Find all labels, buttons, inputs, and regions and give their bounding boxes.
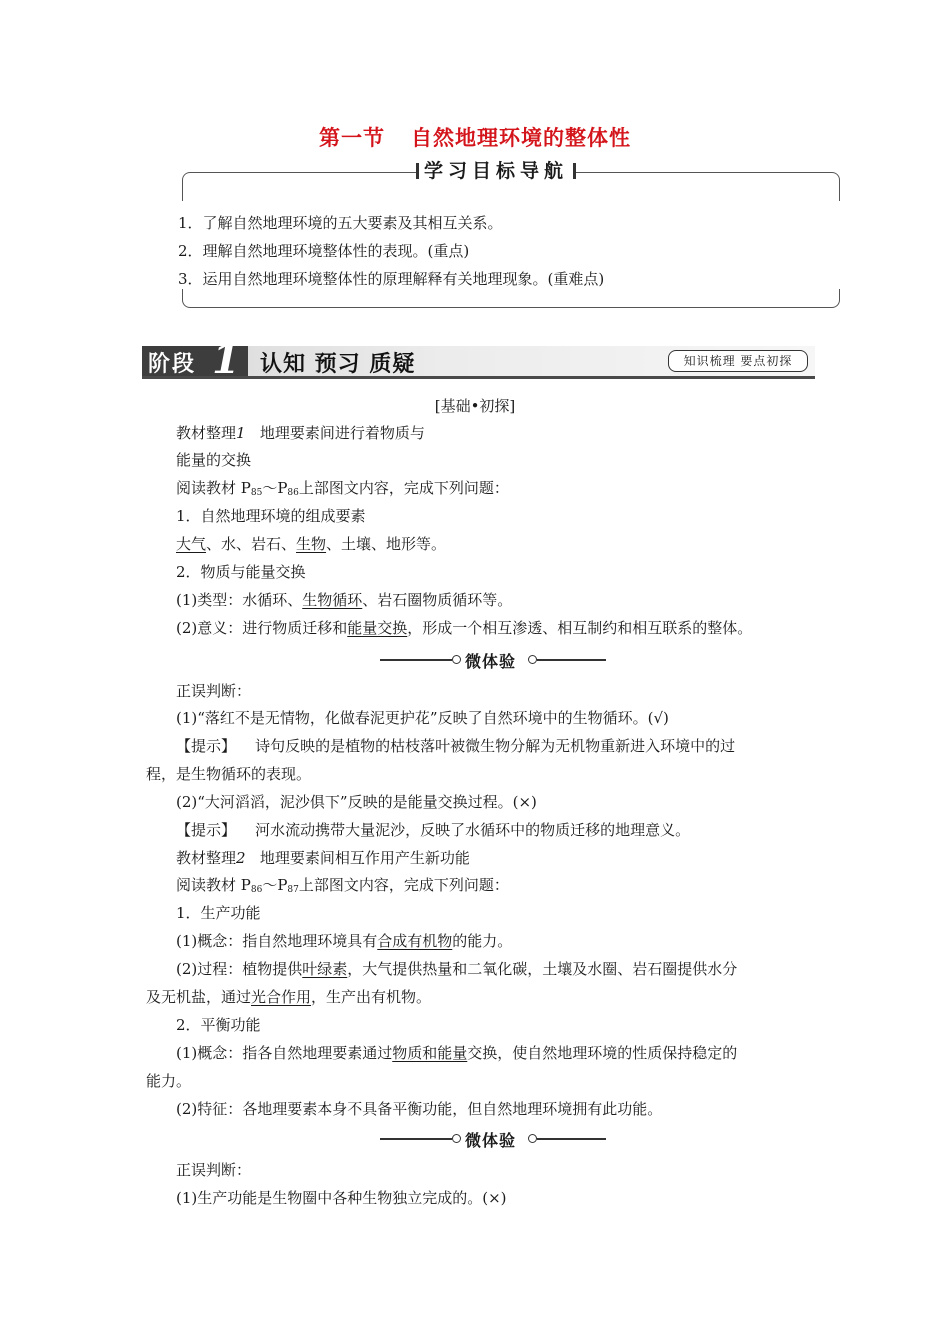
block2-s1-line1: (1)概念：指自然地理环境具有合成有机物的能力。 (176, 932, 513, 950)
block2-s2-title: 2．平衡功能 (176, 1016, 261, 1034)
section-number: 第一节 (319, 125, 385, 150)
judge-question: (2)“大河滔滔，泥沙俱下”反映的是能量交换过程。(×) (176, 793, 537, 811)
block1-heading-cont: 能量的交换 (176, 451, 252, 469)
goal-item: 2．理解自然地理环境整体性的表现。(重点) (178, 242, 470, 260)
section-title: 自然地理环境的整体性 (411, 125, 631, 150)
stage-tag (142, 336, 248, 383)
page-title (0, 122, 950, 152)
block1-s2-line1: (1)类型：水循环、生物循环、岩石圈物质循环等。 (176, 591, 513, 609)
micro-experience-divider (380, 649, 606, 671)
stage-tag-text: 阶段 (148, 352, 197, 377)
block1-s1-title: 1．自然地理环境的组成要素 (176, 507, 366, 525)
block1-s1-line: 大气、水、岩石、生物、土壤、地形等。 (176, 535, 447, 553)
micro-experience-label: 微体验 (465, 1131, 517, 1150)
block1-s2-line2: (2)意义：进行物质迁移和能量交换，形成一个相互渗透、相互制约和相互联系的整体。 (176, 619, 753, 637)
judge-question: (1)生产功能是生物圈中各种生物独立完成的。(×) (176, 1189, 507, 1207)
hint-line: 【提示】 河水流动携带大量泥沙，反映了水循环中的物质迁移的地理意义。 (176, 821, 691, 839)
judge-label: 正误判断： (176, 1161, 252, 1179)
stage-banner (142, 336, 815, 383)
micro-experience-label: 微体验 (465, 652, 517, 671)
learning-goals-label: 学习目标导航 (418, 156, 574, 186)
block1-s2-title: 2．物质与能量交换 (176, 563, 306, 581)
judge-question: (1)“落红不是无情物，化做春泥更护花”反映了自然环境中的生物循环。(√) (176, 709, 669, 727)
micro-experience-divider (380, 1128, 606, 1150)
block2-heading: 教材整理2 地理要素间相互作用产生新功能 (176, 849, 470, 867)
block1-read-instruction: 阅读教材 $P_{85}\sim P_{86}$上部图文内容，完成下列问题： (176, 479, 509, 498)
block2-s2-line1-cont: 能力。 (146, 1072, 192, 1090)
block2-s2-line1: (1)概念：指各自然地理要素通过物质和能量交换，使自然地理环境的性质保持稳定的 (176, 1044, 738, 1062)
stage-number: 1 (212, 336, 240, 383)
goal-item: 1．了解自然地理环境的五大要素及其相互关系。 (178, 214, 503, 232)
section-label: [基础•初探] (434, 397, 516, 415)
stage-badge: 知识梳理 要点初探 (668, 350, 808, 372)
goals-frame-bottom (182, 289, 840, 308)
stage-title: 认知 预习 质疑 (260, 352, 416, 377)
hint-line-cont: 程，是生物循环的表现。 (146, 765, 312, 783)
hint-line: 【提示】 诗句反映的是植物的枯枝落叶被微生物分解为无机物重新进入环境中的过 (176, 737, 736, 755)
judge-label: 正误判断： (176, 682, 252, 700)
block1-heading: 教材整理1 地理要素间进行着物质与 (176, 424, 425, 442)
block2-s1-line2: (2)过程：植物提供叶绿素，大气提供热量和二氧化碳，土壤及水圈、岩石圈提供水分 (176, 960, 738, 978)
block2-read-instruction: 阅读教材 $P_{86}\sim P_{87}$上部图文内容，完成下列问题： (176, 876, 509, 895)
block2-s2-line2: (2)特征：各地理要素本身不具备平衡功能，但自然地理环境拥有此功能。 (176, 1100, 663, 1118)
goal-item: 3．运用自然地理环境整体性的原理解释有关地理现象。(重难点) (178, 270, 605, 288)
block2-s1-title: 1．生产功能 (176, 904, 261, 922)
block2-s1-line3: 及无机盐，通过光合作用，生产出有机物。 (146, 988, 432, 1006)
